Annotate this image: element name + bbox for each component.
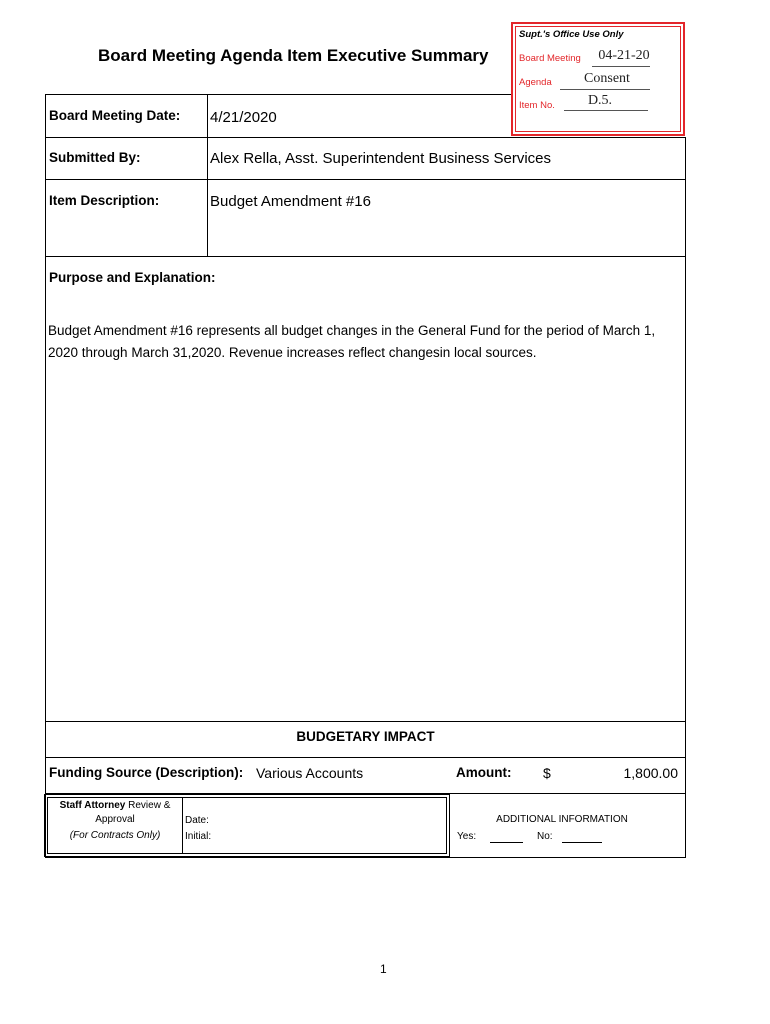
board-meeting-date-label: Board Meeting Date: (49, 108, 181, 123)
table-right-border (685, 137, 686, 857)
table-top-border (45, 94, 511, 95)
additional-information-heading: ADDITIONAL INFORMATION (496, 814, 628, 825)
budgetary-impact-heading: BUDGETARY IMPACT (296, 729, 435, 744)
row-divider-2 (45, 179, 686, 180)
item-description-label: Item Description: (49, 193, 160, 208)
document-title: Board Meeting Agenda Item Executive Summary (98, 46, 489, 65)
item-no-line (564, 110, 648, 111)
submitted-by-label: Submitted By: (49, 150, 141, 165)
yes-label: Yes: (457, 831, 477, 842)
table-bottom-border (45, 857, 686, 858)
budget-top-border (45, 721, 686, 722)
board-meeting-date-value: 4/21/2020 (210, 109, 277, 126)
office-use-heading: Supt.'s Office Use Only (519, 29, 624, 40)
board-meeting-line (592, 66, 650, 67)
row-divider-3 (45, 256, 686, 257)
yes-line (490, 842, 523, 843)
board-meeting-label: Board Meeting (519, 53, 581, 64)
no-line (562, 842, 602, 843)
initial-label: Initial: (185, 831, 212, 842)
row-divider-1 (45, 137, 686, 138)
agenda-label: Agenda (519, 77, 552, 88)
funding-source-value: Various Accounts (256, 765, 364, 781)
amount-label: Amount: (456, 765, 512, 780)
item-description-value: Budget Amendment #16 (210, 193, 371, 210)
date-label: Date: (185, 815, 209, 826)
item-no-value: D.5. (587, 93, 613, 108)
staff-attorney-approval: Approval (95, 814, 135, 825)
submitted-by-value: Alex Rella, Asst. Superintendent Business Services (210, 150, 552, 167)
staff-attorney-divider (182, 797, 183, 854)
agenda-line (560, 89, 650, 90)
purpose-text: Budget Amendment #16 represents all budget changes in the General Fund for the period of March 1, 2020 through March 31,2020. Revenue increases reflect changesin local sources. (48, 323, 656, 360)
board-meeting-value: 04-21-20 (598, 48, 650, 63)
staff-attorney-contracts-note: (For Contracts Only) (69, 830, 161, 841)
amount-value: 1,800.00 (623, 765, 678, 781)
item-no-label: Item No. (519, 100, 555, 111)
page-number: 1 (380, 962, 387, 976)
currency-symbol: $ (543, 765, 551, 781)
staff-attorney-title: Staff Attorney Review & (59, 800, 171, 811)
budget-heading-divider (45, 757, 686, 758)
column-divider (207, 94, 208, 256)
funding-source-label: Funding Source (Description): (49, 765, 244, 780)
agenda-value: Consent (584, 71, 630, 86)
no-label: No: (537, 831, 553, 842)
purpose-heading: Purpose and Explanation: (49, 270, 216, 285)
